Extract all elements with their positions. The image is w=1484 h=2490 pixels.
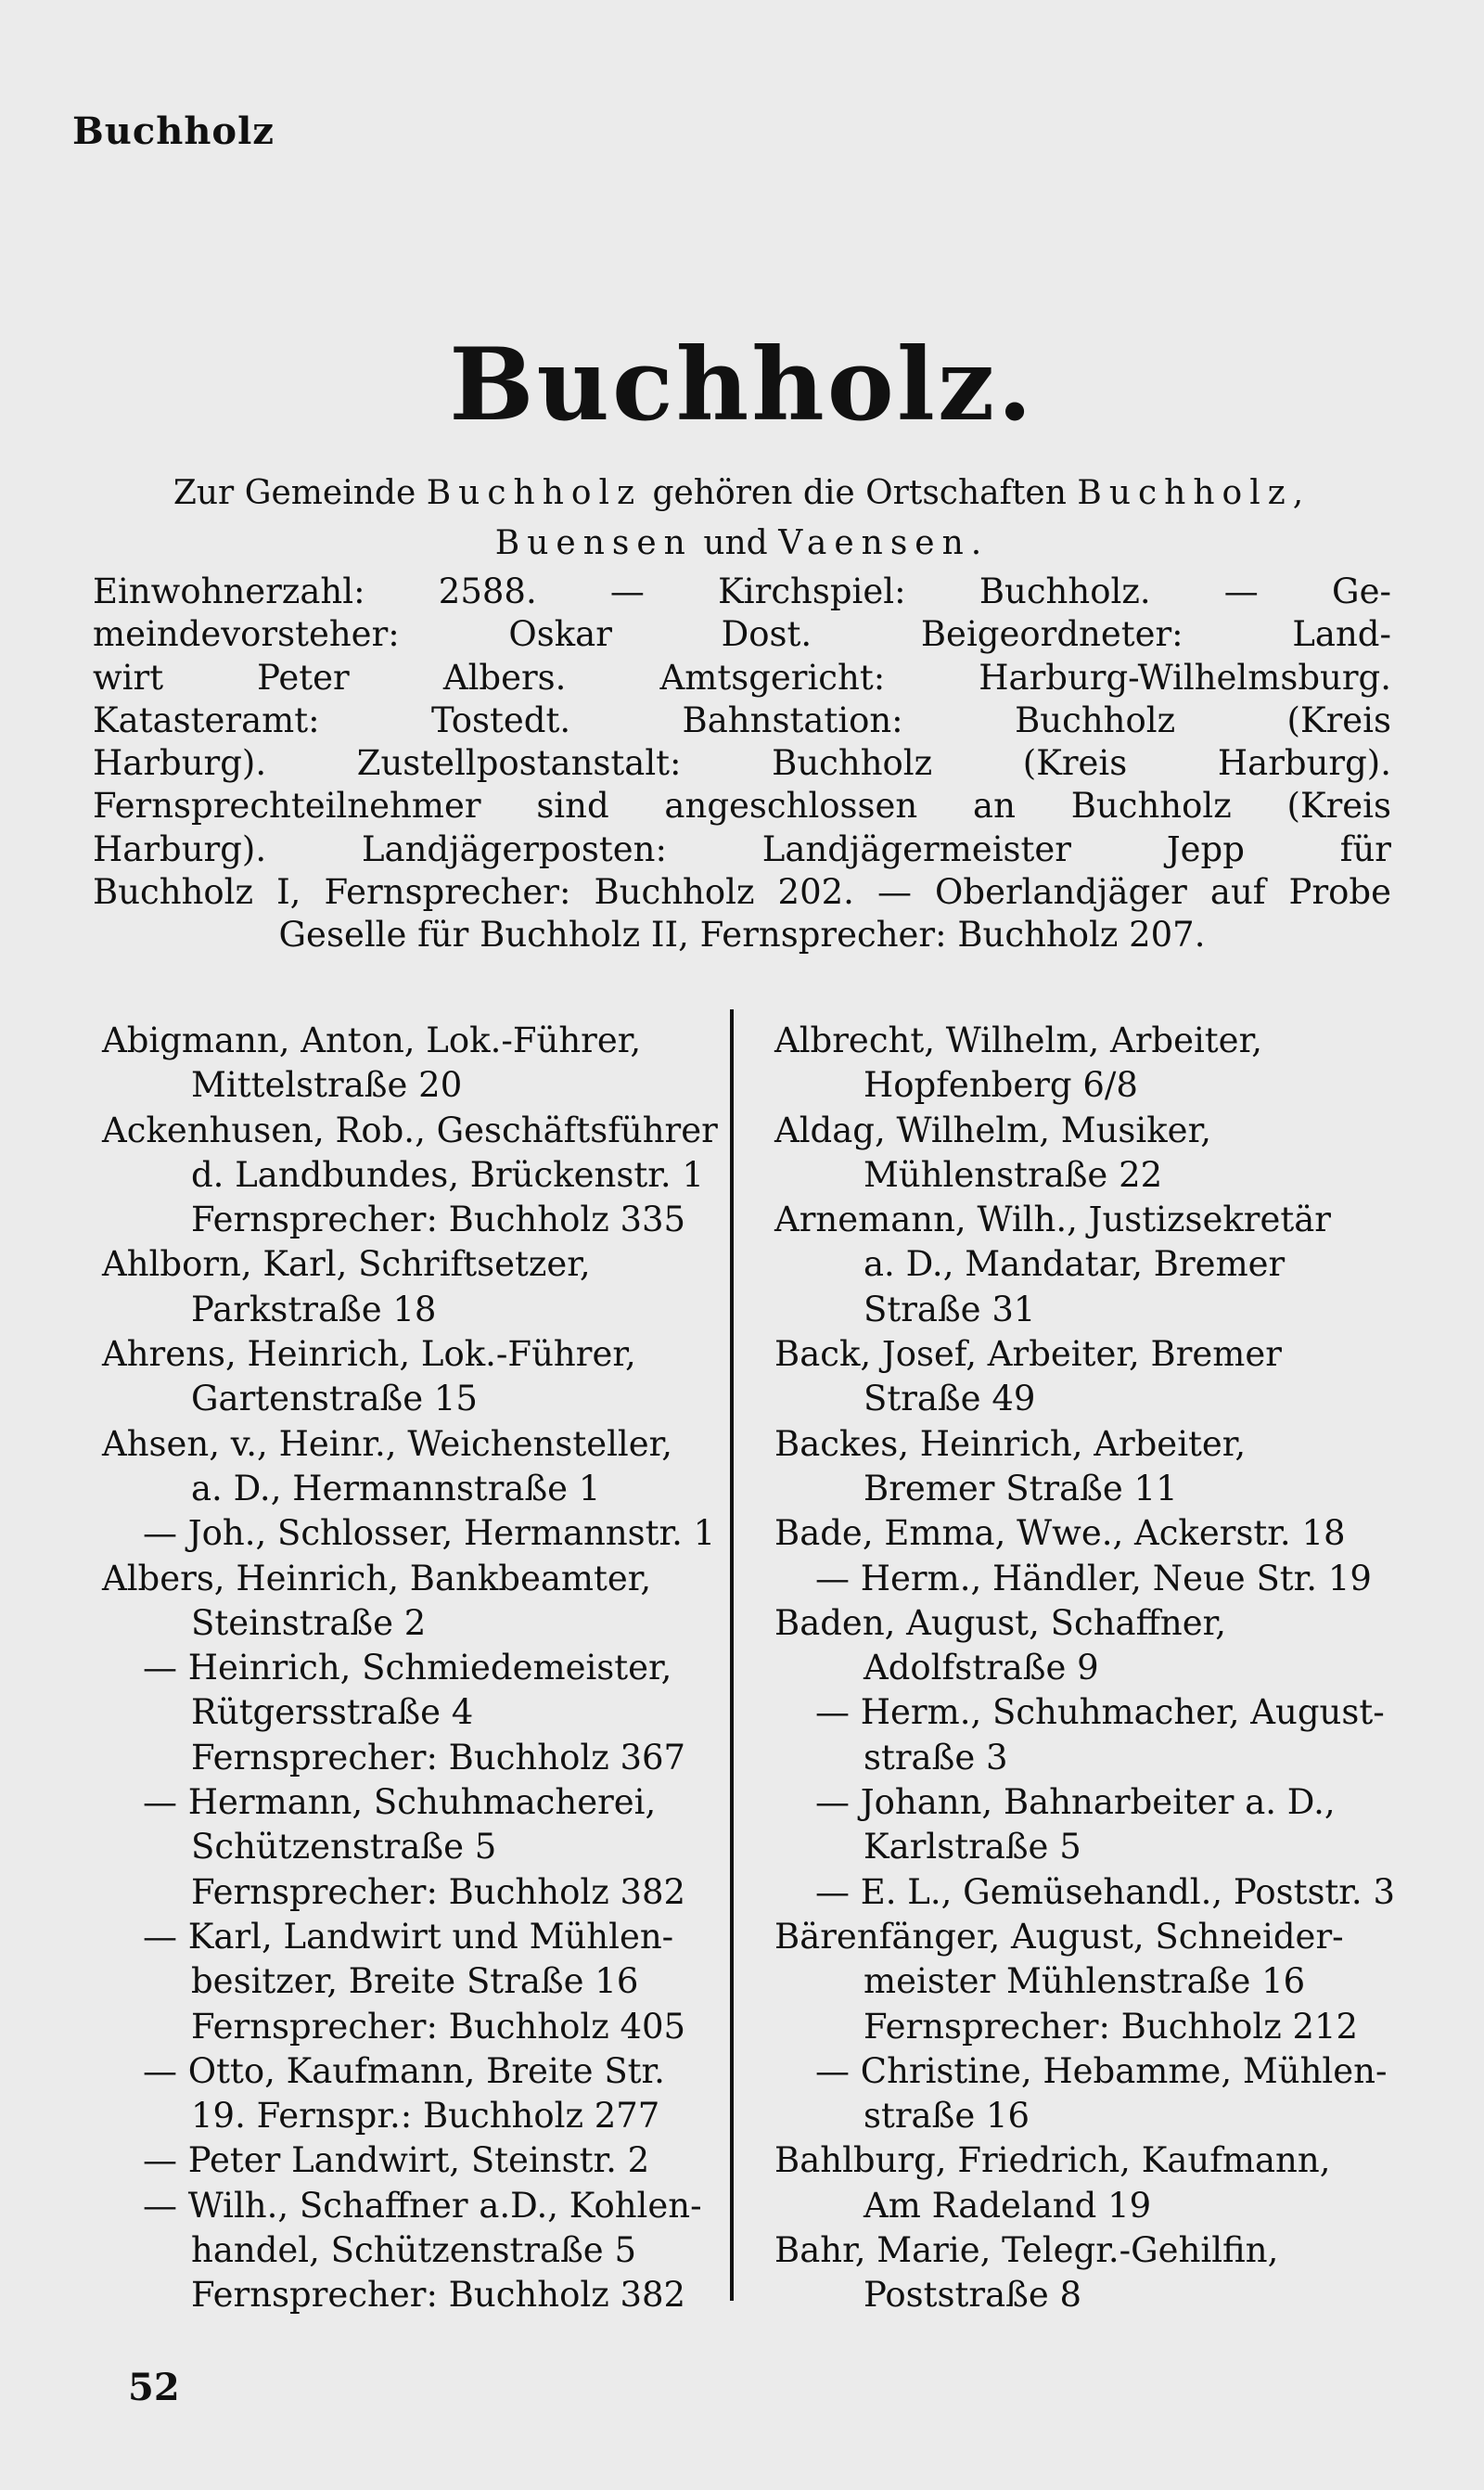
entry-name-line: Ahrens, Heinrich, Lok.-Führer, <box>102 1334 636 1375</box>
entry-name-line: — Hermann, Schuhmacherei, <box>143 1782 657 1823</box>
directory-entry <box>102 2049 742 2139</box>
intro-place: Buchholz, <box>1077 474 1311 512</box>
entry-continuation-line: straße 16 <box>864 2096 1030 2137</box>
directory-entry <box>774 1511 1424 1556</box>
entry-continuation-line: Rütgersstraße 4 <box>191 1692 474 1733</box>
directory-entry <box>774 1915 1424 2049</box>
directory-entry <box>774 1870 1424 1915</box>
directory-entry <box>774 1019 1424 1109</box>
entry-name-line: Bahr, Marie, Telegr.-Gehilfin, <box>774 2230 1279 2271</box>
entry-name-line: — Karl, Landwirt und Mühlen- <box>143 1916 674 1957</box>
intro-place: Buchholz <box>426 474 643 512</box>
entry-name-line: Ahsen, v., Heinr., Weichensteller, <box>102 1423 673 1464</box>
entry-name-line: — Herm., Schuhmacher, August- <box>815 1692 1385 1733</box>
directory-entry <box>774 2228 1424 2318</box>
info-line: Geselle für Buchholz II, Fernsprecher: Buchholz 207. <box>278 915 1206 956</box>
entry-continuation-line: Fernsprecher: Buchholz 405 <box>191 2006 686 2047</box>
directory-entry <box>102 1242 742 1332</box>
entry-name-line: Backes, Heinrich, Arbeiter, <box>774 1423 1247 1464</box>
municipal-info <box>93 571 1391 957</box>
entry-continuation-line: Mittelstraße 20 <box>191 1065 463 1106</box>
directory-entry <box>774 1601 1424 1691</box>
entry-name-line: Albers, Heinrich, Bankbeamter, <box>102 1558 652 1598</box>
directory-entry <box>102 1511 742 1556</box>
entry-name-line: Aldag, Wilhelm, Musiker, <box>774 1110 1211 1150</box>
info-line: Fernsprechteilnehmer sind angeschlossen an Buchholz (Kreis <box>93 786 1391 827</box>
info-line: Harburg). Zustellpostanstalt: Buchholz (Kreis Harburg). <box>93 743 1391 784</box>
entry-continuation-line: handel, Schützenstraße 5 <box>191 2230 636 2271</box>
entry-name-line: Bade, Emma, Wwe., Ackerstr. 18 <box>774 1513 1346 1554</box>
entry-continuation-line: 19. Fernspr.: Buchholz 277 <box>191 2096 660 2137</box>
entry-name-line: Bahlburg, Friedrich, Kaufmann, <box>774 2140 1331 2181</box>
entry-continuation-line: besitzer, Breite Straße 16 <box>191 1961 639 2002</box>
entry-continuation-line: a. D., Mandatar, Bremer <box>864 1244 1286 1285</box>
directory-entry <box>774 1109 1424 1199</box>
entry-continuation-line: Bremer Straße 11 <box>864 1468 1178 1508</box>
entry-name-line: — Heinrich, Schmiedemeister, <box>143 1648 672 1688</box>
directory-entry <box>774 2049 1424 2139</box>
entry-name-line: Bärenfänger, August, Schneider- <box>774 1916 1344 1957</box>
entry-continuation-line: Straße 49 <box>864 1379 1036 1419</box>
directory-entry <box>774 1198 1424 1332</box>
directory-entry <box>774 1690 1424 1780</box>
intro-text: gehören die Ortschaften <box>652 474 1067 512</box>
entry-continuation-line: Fernsprecher: Buchholz 335 <box>191 1200 686 1240</box>
intro-line-1 <box>93 468 1391 519</box>
entry-continuation-line: Adolfstraße 9 <box>864 1648 1099 1688</box>
entry-continuation-line: Fernsprecher: Buchholz 382 <box>191 1871 686 1912</box>
directory-column-left <box>102 1019 742 2318</box>
directory-entry <box>102 1780 742 1915</box>
entry-continuation-line: Hopfenberg 6/8 <box>864 1065 1138 1106</box>
entry-name-line: — Otto, Kaufmann, Breite Str. <box>143 2050 665 2091</box>
intro-text: und <box>703 524 768 562</box>
entry-name-line: — Christine, Hebamme, Mühlen- <box>815 2050 1388 2091</box>
entry-continuation-line: Parkstraße 18 <box>191 1289 437 1329</box>
directory-entry <box>102 1557 742 1647</box>
entry-continuation-line: Fernsprecher: Buchholz 212 <box>864 2006 1359 2047</box>
directory-entry <box>102 2184 742 2318</box>
intro-text: Zur Gemeinde <box>173 474 416 512</box>
entry-name-line: — Wilh., Schaffner a.D., Kohlen- <box>143 2185 702 2226</box>
entry-continuation-line: d. Landbundes, Brückenstr. 1 <box>191 1154 704 1195</box>
info-line: Katasteramt: Tostedt. Bahnstation: Buchholz (Kreis <box>93 700 1391 740</box>
page-number: 52 <box>128 2366 180 2409</box>
entry-continuation-line: Steinstraße 2 <box>191 1602 427 1643</box>
entry-continuation-line: Schützenstraße 5 <box>191 1827 497 1868</box>
directory-column-right <box>774 1019 1424 2318</box>
entry-continuation-line: Gartenstraße 15 <box>191 1379 478 1419</box>
directory-entry <box>102 1646 742 1780</box>
directory-entry <box>774 2138 1424 2228</box>
entry-name-line: — Peter Landwirt, Steinstr. 2 <box>143 2140 650 2181</box>
directory-entry <box>102 1109 742 1243</box>
directory-entry <box>774 1422 1424 1512</box>
directory-entry <box>774 1332 1424 1422</box>
entry-continuation-line: Karlstraße 5 <box>864 1827 1081 1868</box>
info-line: meindevorsteher: Oskar Dost. Beigeordneter: Land- <box>93 614 1391 655</box>
entry-continuation-line: a. D., Hermannstraße 1 <box>191 1468 601 1508</box>
directory-entry <box>102 2138 742 2183</box>
entry-name-line: Ackenhusen, Rob., Geschäftsführer <box>102 1110 718 1150</box>
entry-continuation-line: Am Radeland 19 <box>864 2185 1152 2226</box>
entry-name-line: — Herm., Händler, Neue Str. 19 <box>815 1558 1372 1598</box>
entry-continuation-line: straße 3 <box>864 1737 1008 1778</box>
intro-paragraph <box>93 468 1391 569</box>
entry-name-line: Albrecht, Wilhelm, Arbeiter, <box>774 1020 1262 1060</box>
entry-continuation-line: Poststraße 8 <box>864 2275 1082 2316</box>
entry-name-line: — Joh., Schlosser, Hermannstr. 1 <box>143 1513 716 1554</box>
entry-name-line: Back, Josef, Arbeiter, Bremer <box>774 1334 1282 1375</box>
info-line: wirt Peter Albers. Amtsgericht: Harburg-Wilhelmsburg. <box>93 657 1391 698</box>
directory-entry <box>102 1915 742 2049</box>
directory-entry <box>102 1422 742 1512</box>
intro-place: Buensen <box>494 524 693 562</box>
directory-entry <box>774 1780 1424 1870</box>
info-line: Einwohnerzahl: 2588. — Kirchspiel: Buchholz. — Ge- <box>93 571 1391 611</box>
entry-name-line: — Johann, Bahnarbeiter a. D., <box>815 1782 1336 1823</box>
entry-name-line: Arnemann, Wilh., Justizsekretär <box>774 1200 1331 1240</box>
info-line: Buchholz I, Fernsprecher: Buchholz 202. — Oberlandjäger auf Probe <box>93 872 1391 913</box>
intro-place: Vaensen. <box>778 524 990 562</box>
entry-name-line: — E. L., Gemüsehandl., Poststr. 3 <box>815 1871 1395 1912</box>
info-line: Harburg). Landjägerposten: Landjägermeister Jepp für <box>93 828 1391 869</box>
entry-continuation-line: Straße 31 <box>864 1289 1036 1329</box>
entry-name-line: Abigmann, Anton, Lok.-Führer, <box>102 1020 642 1060</box>
directory-entry <box>774 1557 1424 1601</box>
entry-continuation-line: Mühlenstraße 22 <box>864 1154 1163 1195</box>
running-head: Buchholz <box>72 109 275 153</box>
directory-entry <box>102 1332 742 1422</box>
page-title: Buchholz. <box>449 327 1035 443</box>
entry-name-line: Ahlborn, Karl, Schriftsetzer, <box>102 1244 591 1285</box>
entry-continuation-line: Fernsprecher: Buchholz 382 <box>191 2275 686 2316</box>
entry-name-line: Baden, August, Schaffner, <box>774 1602 1226 1643</box>
intro-line-2 <box>93 519 1391 569</box>
entry-continuation-line: meister Mühlenstraße 16 <box>864 1961 1306 2002</box>
directory-entry <box>102 1019 742 1109</box>
entry-continuation-line: Fernsprecher: Buchholz 367 <box>191 1737 686 1778</box>
